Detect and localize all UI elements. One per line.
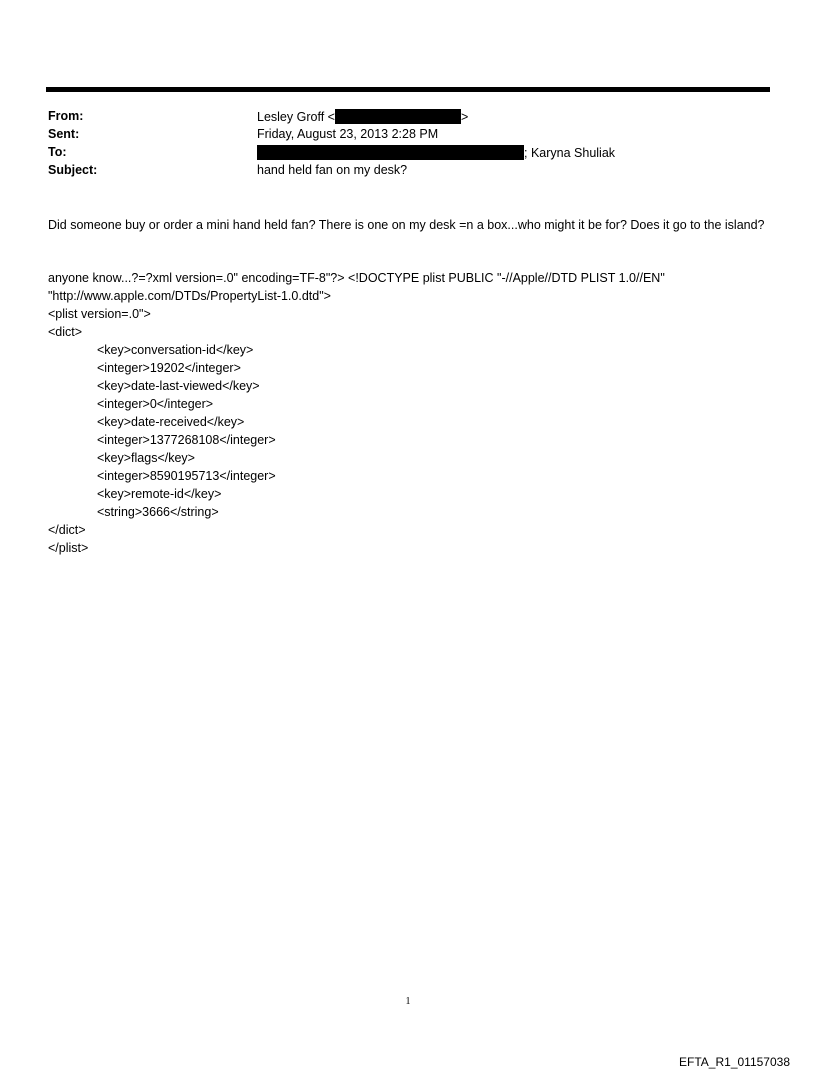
dict-line: <integer>0</integer> [97, 397, 214, 411]
subject-label: Subject: [48, 163, 98, 177]
page-number: 1 [405, 996, 411, 1007]
plist-content [48, 269, 768, 557]
closing-line: </plist> [48, 541, 89, 555]
to-recipient: ; Karyna Shuliak [524, 146, 616, 160]
plist-line: <plist version=.0"> [48, 307, 151, 321]
plist-line: <dict> [48, 325, 83, 339]
body-paragraph: Did someone buy or order a mini hand held fan? There is one on my desk =n a box...who might it be for? Does it go to the island? [48, 218, 765, 232]
from-value [257, 109, 468, 125]
redaction-bar [257, 145, 524, 160]
to-value [257, 145, 615, 161]
dict-line: <string>3666</string> [97, 505, 219, 519]
from-label: From: [48, 109, 84, 123]
plist-line: "http://www.apple.com/DTDs/PropertyList-1.0.dtd"> [48, 289, 331, 303]
dict-line: <integer>8590195713</integer> [97, 469, 276, 483]
dict-line: <key>date-received</key> [97, 415, 245, 429]
from-name: Lesley Groff < [257, 110, 335, 124]
redaction-bar [335, 109, 461, 124]
dict-line: <key>conversation-id</key> [97, 343, 254, 357]
dict-line: <integer>19202</integer> [97, 361, 241, 375]
plist-line: anyone know...?=?xml version=.0" encoding=TF-8"?> <!DOCTYPE plist PUBLIC "-//Apple//DTD PLIST 1.0//EN" [48, 271, 665, 285]
dict-line: <integer>1377268108</integer> [97, 433, 276, 447]
bates-number: EFTA_R1_01157038 [679, 1055, 790, 1069]
closing-line: </dict> [48, 523, 86, 537]
subject-value: hand held fan on my desk? [257, 163, 408, 177]
dict-line: <key>flags</key> [97, 451, 195, 465]
sent-value: Friday, August 23, 2013 2:28 PM [257, 127, 439, 141]
header-rule [46, 87, 770, 92]
dict-line: <key>date-last-viewed</key> [97, 379, 260, 393]
to-label: To: [48, 145, 67, 159]
sent-label: Sent: [48, 127, 80, 141]
dict-line: <key>remote-id</key> [97, 487, 222, 501]
from-suffix: > [460, 110, 469, 124]
